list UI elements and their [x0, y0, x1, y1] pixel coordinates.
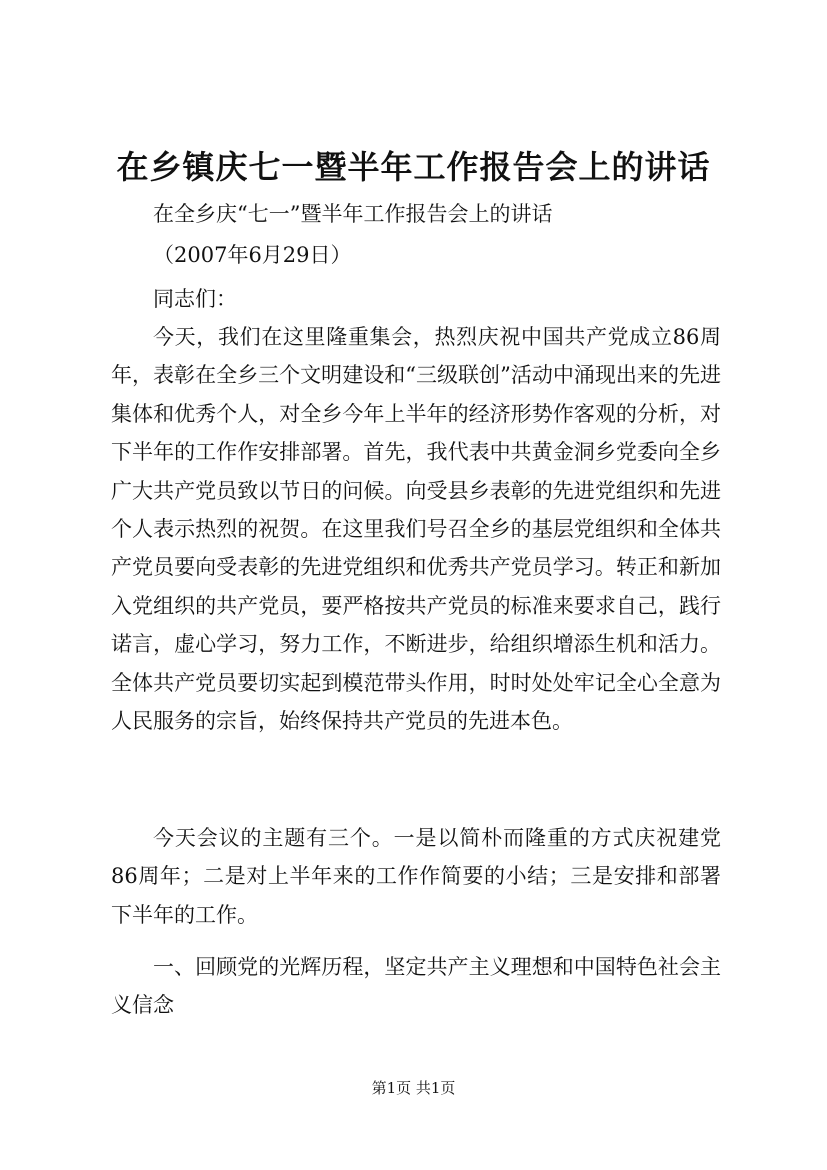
salutation: 同志们：: [153, 287, 237, 311]
body-paragraph-2: 今天会议的主题有三个。一是以简朴而隆重的方式庆祝建党86周年；二是对上半年来的工作作简要的小结；三是安排和部署下半年的工作。: [111, 826, 721, 927]
section-heading-1: 一、回顾党的光辉历程，坚定共产主义理想和中国特色社会主义信念: [111, 955, 721, 1018]
document-date: （2007年6月29日）: [153, 243, 352, 267]
body-paragraph-1: 今天，我们在这里隆重集会，热烈庆祝中国共产党成立86周年，表彰在全乡三个文明建设和“三级联创”活动中涌现出来的先进集体和优秀个人，对全乡今年上半年的经济形势作客观的分析，对下半年的工作作安排部署。首先，我代表中共黄金洞乡党委向全乡广大共产党员致以节日的问候。向受县乡表彰的先进党组织和先进个人表示热烈的祝贺。在这里我们号召全乡的基层党组织和全体共产党员要向受表彰的先进党组织和优秀共产党员学习。转正和新加入党组织的共产党员，要严格按共产党员的标准来要求自己，践行诺言，虚心学习，努力工作，不断进步，给组织增添生机和活力。全体共产党员要切实起到模范带头作用，时时处处牢记全心全意为人民服务的宗旨，始终保持共产党员的先进本色。: [111, 325, 721, 734]
document-subtitle: 在全乡庆“七一”暨半年工作报告会上的讲话: [153, 202, 553, 226]
page-footer: 第1页 共1页: [371, 1079, 456, 1097]
document-title: 在乡镇庆七一暨半年工作报告会上的讲话: [116, 148, 711, 186]
